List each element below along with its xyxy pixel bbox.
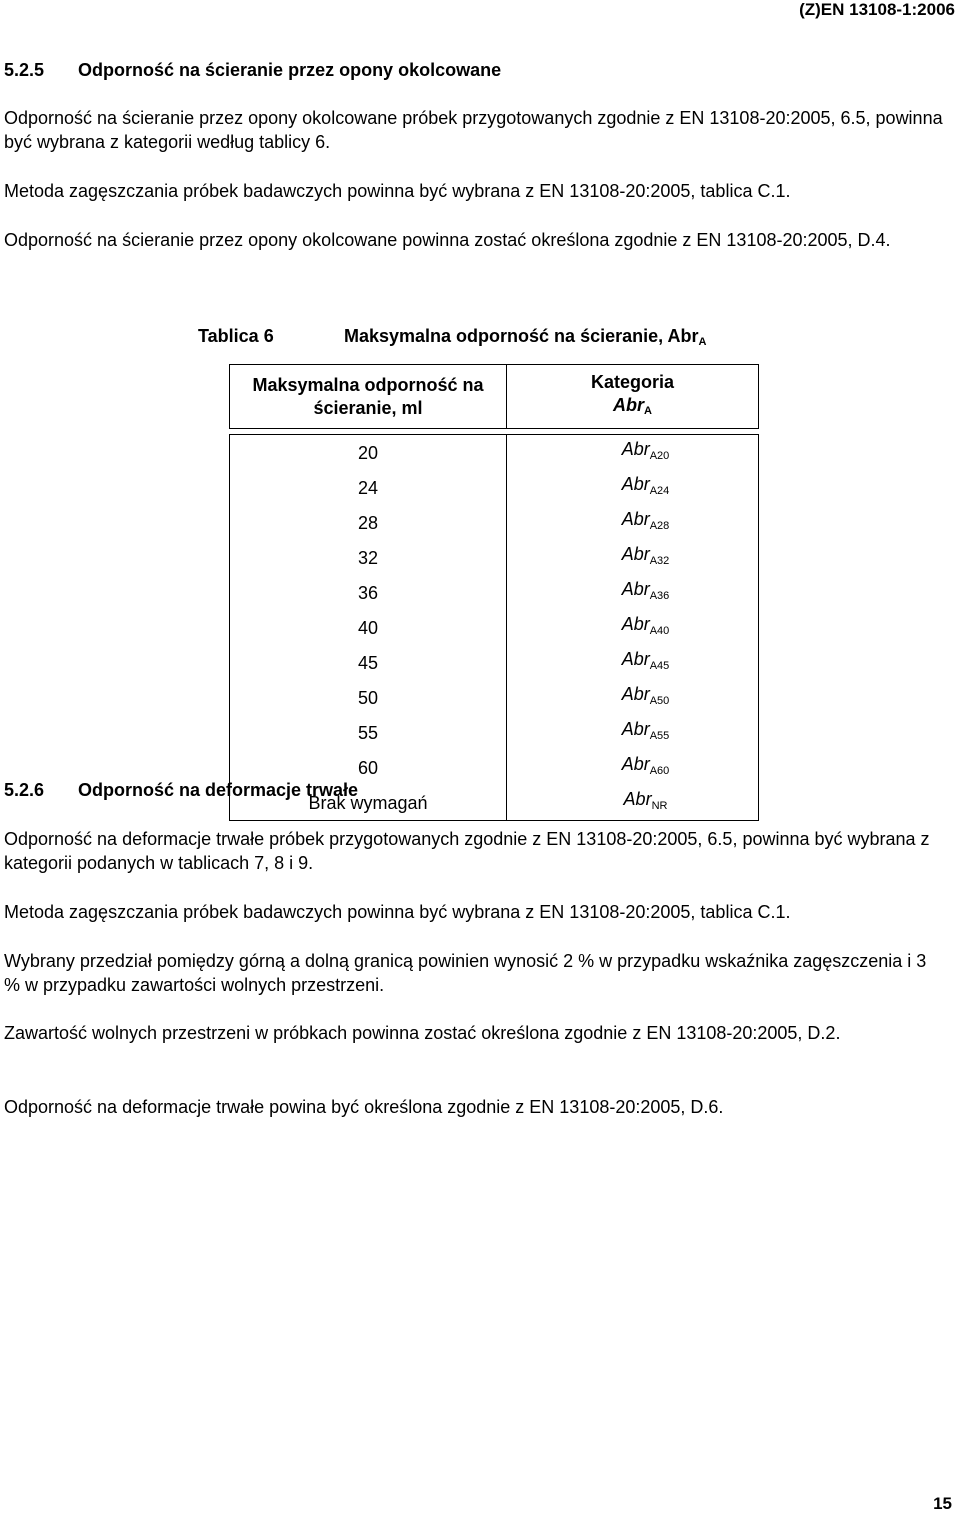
- category-cell: [507, 680, 759, 715]
- category-symbol: Abr: [621, 474, 650, 494]
- page-number: 15: [933, 1494, 952, 1513]
- table-row: [230, 645, 759, 680]
- document-id-header: (Z)EN 13108-1:2006: [799, 0, 955, 19]
- table-row: [230, 505, 759, 540]
- section-525-paragraph-1: Odporność na ścieranie przez opony okolcowane próbek przygotowanych zgodnie z EN 13108-20:2005, 6.5, powinna być wybrana z kategorii według tablicy 6.: [4, 108, 943, 152]
- section-525-number: 5.2.5: [4, 60, 45, 80]
- category-subscript: NR: [651, 800, 668, 812]
- table-row: [230, 435, 759, 471]
- category-subscript: A32: [649, 555, 670, 567]
- category-cell: [507, 470, 759, 505]
- max-abrasion-value-cell: 50: [230, 680, 507, 715]
- max-abrasion-value-cell: 45: [230, 645, 507, 680]
- category-symbol: Abr: [621, 544, 650, 564]
- max-abrasion-value-cell: 32: [230, 540, 507, 575]
- category-subscript: A28: [649, 520, 670, 532]
- category-subscript: A36: [649, 590, 670, 602]
- section-526-heading: [4, 778, 358, 802]
- table-6-caption: [198, 324, 706, 354]
- max-abrasion-value-cell: 24: [230, 470, 507, 505]
- max-abrasion-value-cell: Brak wymagań: [230, 785, 507, 821]
- category-header-symbol: Abr: [613, 394, 645, 415]
- table-6-title: Maksymalna odporność na ścieranie, Abr: [344, 326, 699, 346]
- section-525-heading: [4, 58, 501, 82]
- category-symbol: Abr: [621, 754, 650, 774]
- section-526-paragraph-1: Odporność na deformacje trwałe próbek przygotowanych zgodnie z EN 13108-20:2005, 6.5, powinna być wybrana z kategorii podanych w tablicach 7, 8 i 9.: [4, 829, 930, 873]
- table-row: [230, 680, 759, 715]
- table-6-column-header-category: [507, 365, 759, 429]
- table-row: [230, 610, 759, 645]
- category-subscript: A50: [649, 695, 670, 707]
- max-abrasion-value-cell: 55: [230, 715, 507, 750]
- category-subscript: A55: [649, 730, 670, 742]
- category-cell: [507, 610, 759, 645]
- section-526-paragraph-5: Odporność na deformacje trwałe powina być określona zgodnie z EN 13108-20:2005, D.6.: [4, 1097, 724, 1117]
- category-cell: [507, 435, 759, 471]
- category-cell: [507, 575, 759, 610]
- max-abrasion-value-cell: 36: [230, 575, 507, 610]
- table-6-label: Tablica 6: [198, 326, 274, 346]
- category-subscript: A45: [649, 660, 670, 672]
- section-526-paragraph-3: Wybrany przedział pomiędzy górną a dolną granicą powinien wynosić 2 % w przypadku wskaźnika zagęszczenia i 3 % w przypadku zawartości wolnych przestrzeni.: [4, 951, 927, 995]
- category-symbol: Abr: [623, 789, 652, 809]
- table-6: [229, 364, 759, 821]
- category-header-subscript: A: [644, 404, 652, 417]
- category-cell: [507, 540, 759, 575]
- category-subscript: A24: [649, 485, 670, 497]
- category-cell: [507, 785, 759, 821]
- category-symbol: Abr: [621, 439, 650, 459]
- category-header-label: Kategoria: [590, 371, 675, 392]
- table-6-column-header-max-abrasion: Maksymalna odporność na ścieranie, ml: [230, 365, 507, 429]
- category-symbol: Abr: [621, 719, 650, 739]
- max-abrasion-value-cell: 20: [230, 435, 507, 471]
- section-525-title: Odporność na ścieranie przez opony okolcowane: [78, 60, 502, 80]
- category-cell: [507, 715, 759, 750]
- category-subscript: A40: [649, 625, 670, 637]
- max-abrasion-value-cell: 40: [230, 610, 507, 645]
- section-525-paragraph-2: Metoda zagęszczania próbek badawczych powinna być wybrana z EN 13108-20:2005, tablica C.1.: [4, 181, 791, 201]
- table-row: [230, 470, 759, 505]
- section-526-paragraph-4: Zawartość wolnych przestrzeni w próbkach powinna zostać określona zgodnie z EN 13108-20:2005, D.2.: [4, 1023, 841, 1043]
- category-subscript: A20: [649, 450, 670, 462]
- category-subscript: A60: [649, 765, 670, 777]
- section-525-paragraph-3: Odporność na ścieranie przez opony okolcowane powinna zostać określona zgodnie z EN 13108-20:2005, D.4.: [4, 230, 891, 250]
- table-6-title-subscript: A: [698, 336, 707, 348]
- category-symbol: Abr: [621, 509, 650, 529]
- category-symbol: Abr: [621, 579, 650, 599]
- category-symbol: Abr: [621, 684, 650, 704]
- table-row: [230, 575, 759, 610]
- section-526-title: Odporność na deformacje trwałe: [78, 780, 359, 800]
- table-row: [230, 715, 759, 750]
- category-symbol: Abr: [621, 614, 650, 634]
- category-cell: [507, 505, 759, 540]
- max-abrasion-value-cell: 28: [230, 505, 507, 540]
- section-526-paragraph-2: Metoda zagęszczania próbek badawczych powinna być wybrana z EN 13108-20:2005, tablica C.1.: [4, 902, 791, 922]
- category-cell: [507, 645, 759, 680]
- section-526-number: 5.2.6: [4, 780, 45, 800]
- category-cell: [507, 750, 759, 785]
- category-symbol: Abr: [621, 649, 650, 669]
- max-abrasion-value-cell: 60: [230, 750, 507, 785]
- table-row: [230, 540, 759, 575]
